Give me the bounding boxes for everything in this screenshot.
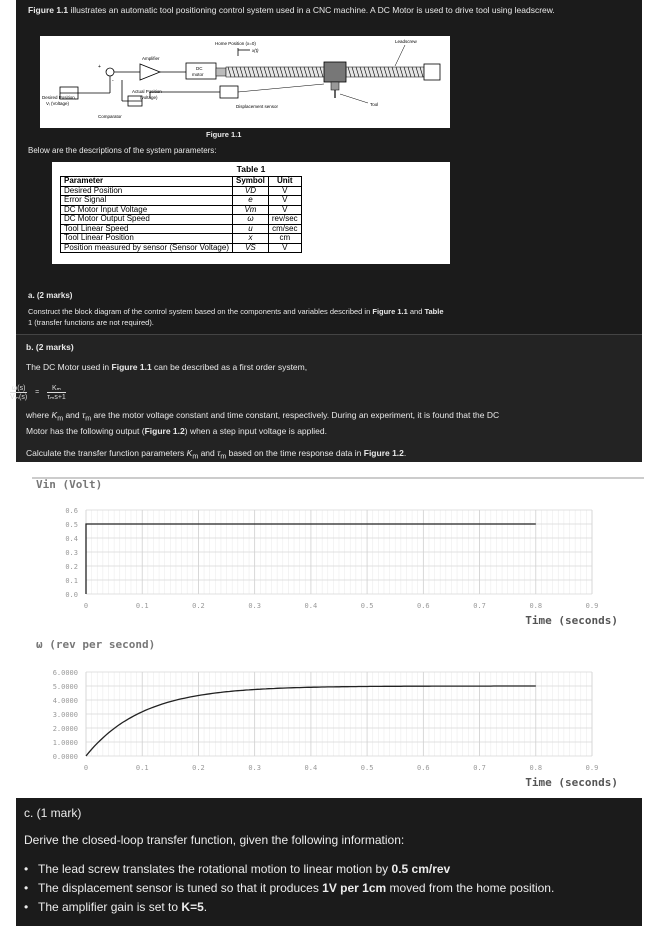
desired-position-voltage-label: Vᵢ (Voltage) <box>46 101 69 106</box>
part-a-text: Construct the block diagram of the control system based on the components and variables described in Figure 1.1 and Table 1 (transfer functions are not required). <box>28 307 444 327</box>
x-tick-label: 0.9 <box>585 602 599 610</box>
y-tick-label: 0.5 <box>65 521 78 529</box>
list-item: • The amplifier gain is set to K=5. <box>24 898 554 917</box>
x-tick-label: 0.1 <box>135 602 149 610</box>
x-tick-label: 0.7 <box>473 602 486 610</box>
table-cell-sym: VS <box>232 243 268 253</box>
part-b-line4: Calculate the transfer function parameters $K_m$ and $\tau_m$ based on the time response data in Figure 1.2. <box>26 448 407 461</box>
x-tick-label: 0.4 <box>304 602 318 610</box>
part-b-line1: The DC Motor used in Figure 1.1 can be described as a first order system, <box>26 362 308 372</box>
x-tick-label: 0.6 <box>417 602 430 610</box>
table-cell-sym: e <box>232 196 268 206</box>
part-b-line3: Motor has the following output (Figure 1.2) when a step input voltage is applied. <box>26 426 327 436</box>
comparator-junction <box>106 68 114 76</box>
y-tick-label: 1.0000 <box>52 739 78 747</box>
y-tick-label: 0.2 <box>65 563 78 571</box>
y-tick-label: 0.0 <box>65 591 78 599</box>
table-cell-unit: rev/sec <box>268 215 301 225</box>
figure-1-1-caption: Figure 1.1 <box>206 130 242 139</box>
table-row <box>61 215 302 225</box>
y-tick-label: 0.1 <box>65 577 78 585</box>
x-tick-label: 0.3 <box>248 602 261 610</box>
list-item: • The lead screw translates the rotational motion to linear motion by 0.5 cm/rev <box>24 860 554 879</box>
x-tick-label: 0 <box>83 602 89 610</box>
parameters-table-box <box>52 162 450 264</box>
part-c-instruction: Derive the closed-loop transfer function, given the following information: <box>24 833 405 847</box>
table-cell-unit: V <box>268 243 301 253</box>
motor-label: motor <box>192 72 204 77</box>
table-caption: Table 1 <box>236 164 266 174</box>
table-cell-unit: V <box>268 186 301 196</box>
part-a-label: a. (2 marks) <box>28 291 73 300</box>
actual-position-label: Actual Position <box>132 89 162 94</box>
table-row <box>61 243 302 253</box>
table-row <box>61 196 302 206</box>
y-tick-label: 0.4 <box>65 535 78 543</box>
table-cell-param: DC Motor Input Voltage <box>61 205 233 215</box>
table-cell-unit: cm <box>268 234 301 244</box>
table-cell-sym: VD <box>232 186 268 196</box>
transfer-function-formula: $\frac{\omega(s)}{\text{Vₘ(s)}}$ = $\frac{\text{Kₘ}}{\text{τₘs+1}}$ <box>10 384 66 401</box>
table-cell-sym: Vm <box>232 205 268 215</box>
part-c-bullet-list <box>24 860 554 917</box>
table-cell-unit: V <box>268 196 301 206</box>
amplifier-label: Amplifier <box>142 56 160 61</box>
table-cell-sym: u <box>232 224 268 234</box>
parameters-description: Below are the descriptions of the system parameters: <box>28 146 217 155</box>
header-parameter: Parameter <box>61 177 233 187</box>
x-tick-label: 0.2 <box>192 602 205 610</box>
x-axis-label: Time (seconds) <box>525 614 618 627</box>
tool-carriage <box>324 62 346 82</box>
x-tick-label: 0.6 <box>417 764 430 772</box>
x-tick-label: 0 <box>83 764 89 772</box>
table-cell-sym: ω <box>232 215 268 225</box>
y-tick-label: 2.0000 <box>52 725 78 733</box>
list-item: • The displacement sensor is tuned so that it produces 1V per 1cm moved from the home position. <box>24 879 554 898</box>
dc-label: DC <box>196 66 203 71</box>
omega-response-chart <box>32 636 644 792</box>
x-tick-label: 0.1 <box>135 764 149 772</box>
leadscrew-label: Leadscrew <box>395 39 417 44</box>
table-cell-param: Error Signal <box>61 196 233 206</box>
table-row <box>61 234 302 244</box>
y-tick-label: 0.6 <box>65 507 78 515</box>
header-symbol: Symbol <box>232 177 268 187</box>
displacement-sensor-box <box>220 86 238 98</box>
tool-label: Tool <box>370 102 379 107</box>
x-tick-label: 0.5 <box>360 764 374 772</box>
chart-title: ω (rev per second) <box>36 638 156 651</box>
y-tick-label: 3.0000 <box>52 711 78 719</box>
x-tick-label: 0.7 <box>473 764 486 772</box>
minus-sign: - <box>112 78 114 84</box>
amplifier-triangle <box>140 64 160 80</box>
table-cell-unit: V <box>268 205 301 215</box>
part-c-section <box>16 798 642 926</box>
y-tick-label: 4.0000 <box>52 697 78 705</box>
part-b-label: b. (2 marks) <box>26 342 74 352</box>
y-tick-label: 5.0000 <box>52 683 78 691</box>
actual-position-voltage-label: (voltage) <box>140 95 158 100</box>
question-intro-section <box>16 0 642 334</box>
vin-step-chart <box>32 474 644 630</box>
y-tick-label: 6.0000 <box>52 669 78 677</box>
x-axis-label: Time (seconds) <box>525 776 618 789</box>
y-tick-label: 0.0000 <box>52 753 78 761</box>
figure-1-1-diagram <box>40 36 450 128</box>
x-tick-label: 0.9 <box>585 764 599 772</box>
x-of-t-label: x(t) <box>252 48 259 53</box>
part-b-section <box>16 334 642 462</box>
table-cell-param: DC Motor Output Speed <box>61 215 233 225</box>
x-tick-label: 0.5 <box>360 602 374 610</box>
table-cell-param: Tool Linear Speed <box>61 224 233 234</box>
desired-position-label: Desired Position, <box>42 95 77 100</box>
chart-title: Vin (Volt) <box>36 478 103 491</box>
table-cell-sym: x <box>232 234 268 244</box>
x-tick-label: 0.8 <box>529 602 543 610</box>
header-unit: Unit <box>268 177 301 187</box>
displacement-sensor-label: Displacement sensor <box>236 104 279 109</box>
part-c-label: c. (1 mark) <box>24 806 82 820</box>
x-tick-label: 0.8 <box>529 764 543 772</box>
table-cell-param: Tool Linear Position <box>61 234 233 244</box>
plus-sign: + <box>98 64 101 70</box>
home-position-label: Home Position (x=0) <box>215 41 256 46</box>
intro-text: Figure 1.1 illustrates an automatic tool positioning control system used in a CNC machine. A DC Motor is used to drive tool using leadscrew. <box>28 5 555 15</box>
x-tick-label: 0.3 <box>248 764 261 772</box>
comparator-label: Comparator <box>98 114 122 119</box>
table-cell-param: Desired Position <box>61 186 233 196</box>
x-tick-label: 0.2 <box>192 764 205 772</box>
part-b-line2: where $K_m$ and $\tau_m$ are the motor voltage constant and time constant, respectively. During an experiment, it is found that the DC <box>26 410 500 423</box>
parameters-table <box>60 176 302 253</box>
y-tick-label: 0.3 <box>65 549 78 557</box>
table-cell-param: Position measured by sensor (Sensor Voltage) <box>61 243 233 253</box>
table-cell-unit: cm/sec <box>268 224 301 234</box>
x-tick-label: 0.4 <box>304 764 318 772</box>
table-header-row <box>61 177 302 187</box>
